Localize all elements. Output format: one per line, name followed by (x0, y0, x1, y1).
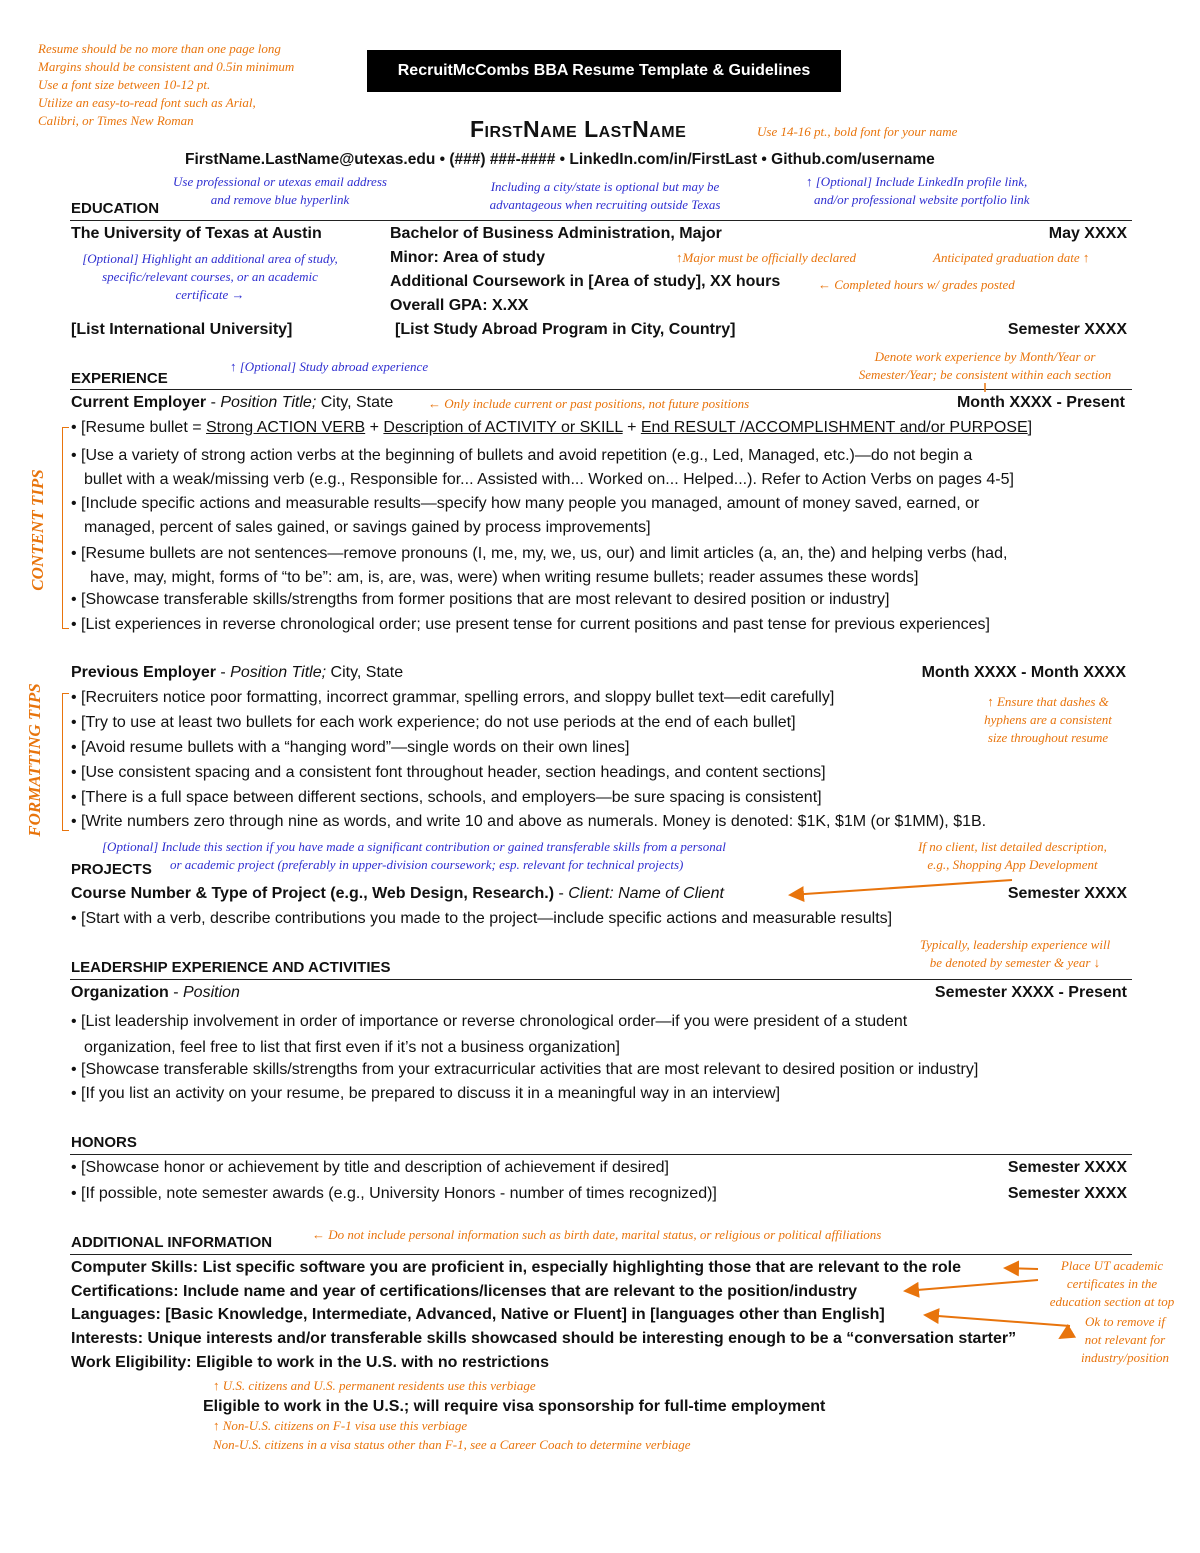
arrow-interests (1060, 1332, 1070, 1338)
arrow-client (790, 880, 1012, 895)
honor-date: Semester XXXX (1007, 1185, 1127, 1202)
bullet-text: [Include specific actions and measurable results—specify how many people you managed, amount of money saved, earned, or (81, 495, 980, 512)
note-line: Use a font size between 10-12 pt. (38, 77, 211, 92)
gpa: Overall GPA: X.XX (390, 297, 529, 314)
project-date: Semester XXXX (1007, 885, 1127, 902)
hours-note: ← Completed hours w/ grades posted (818, 277, 1015, 292)
project-client: Client: Name of Client (568, 885, 724, 902)
previous-date: Month XXXX - Month XXXX (921, 664, 1126, 681)
bullet-text: organization, feel free to list that first even if it’s not a business organization] (84, 1039, 620, 1056)
last-name: LastName (584, 116, 687, 142)
bullet-text: managed, percent of sales gained, or savings gained by process improvements] (84, 519, 651, 536)
certifications: Certifications: Include name and year of certifications/licenses that are relevant to the position/industry (71, 1283, 857, 1300)
contact-line: FirstName.LastName@utexas.edu • (###) ###-#### • LinkedIn.com/in/FirstLast • Github.com/username (185, 151, 935, 168)
bullet-dot: • (71, 616, 82, 633)
note-line: e.g., Shopping App Development (927, 857, 1098, 872)
note-line: be denoted by semester & year ↓ (929, 955, 1101, 970)
bullet-text: [Recruiters notice poor formatting, incorrect grammar, spelling errors, and sloppy bullet text—edit carefully] (81, 689, 835, 706)
bullet-dot: • (71, 714, 82, 731)
honors-heading: HONORS (71, 1134, 137, 1151)
citizens-note: ↑ U.S. citizens and U.S. permanent residents use this verbiage (213, 1378, 536, 1393)
education-heading: EDUCATION (71, 200, 160, 217)
bullet-dot: • (71, 1085, 82, 1102)
degree: Bachelor of Business Administration, Major (390, 225, 722, 242)
bullet-dot: • (71, 1159, 82, 1176)
note-line: advantageous when recruiting outside Texas (489, 197, 721, 212)
organization-name: Organization (71, 984, 169, 1001)
note-line: Resume should be no more than one page long (38, 41, 281, 56)
note-line: industry/position (1080, 1350, 1170, 1365)
text: [Resume bullet = (81, 419, 206, 436)
sponsorship-line: Eligible to work in the U.S.; will require visa sponsorship for full-time employment (203, 1398, 826, 1415)
city-state: City, State (316, 394, 394, 411)
separator: - (215, 664, 231, 681)
languages: Languages: [Basic Knowledge, Intermediate, Advanced, Native or Fluent] in [languages other than English] (71, 1306, 885, 1323)
bullet-dot: • (71, 1185, 82, 1202)
name-note: Use 14-16 pt., bold font for your name (757, 124, 958, 139)
work-eligibility: Work Eligibility: Eligible to work in the U.S. with no restrictions (71, 1354, 549, 1371)
bullet-dot: • (71, 813, 82, 830)
bullet-dot: • (71, 447, 82, 464)
position-title: Position Title; (230, 664, 327, 681)
bullet-dot: • (71, 689, 82, 706)
international-school: [List International University] (71, 321, 293, 338)
note-line: hyphens are a consistent (984, 712, 1112, 727)
bullet-text: [Start with a verb, describe contributions you made to the project—include specific actions and measurable results] (81, 910, 893, 927)
arrow-certifications (905, 1280, 1038, 1291)
note-line: If no client, list detailed description, (918, 839, 1107, 854)
note-line: Including a city/state is optional but may be (490, 179, 720, 194)
coursework: Additional Coursework in [Area of study], XX hours (390, 273, 781, 290)
bullet-text: have, may, might, forms of “to be”: am, is, are, was, were) when writing resume bullets; reader assumes these words] (90, 569, 919, 586)
bullet-text: [If you list an activity on your resume, be prepared to discuss it in a meaningful way in an interview] (81, 1085, 781, 1102)
bullet-dot: • (71, 1061, 82, 1078)
note-line: not relevant for (1084, 1332, 1166, 1347)
leadership-date: Semester XXXX - Present (934, 984, 1127, 1001)
note-line: ↑ [Optional] Include LinkedIn profile link, (806, 174, 1028, 189)
note-line: Calibri, or Times New Roman (38, 113, 194, 128)
note-line: certificate → (175, 287, 245, 302)
major-note: ↑Major must be officially declared (676, 250, 857, 265)
bullet-text: [Showcase transferable skills/strengths from your extracurricular activities that are most relevant to desired position or industry] (81, 1061, 979, 1078)
note-line: Typically, leadership experience will (919, 937, 1111, 952)
school-name: The University of Texas at Austin (71, 225, 322, 242)
note-line: or academic project (preferably in upper-division coursework; esp. relevant for technical projects) (170, 857, 684, 872)
employer-name: Previous Employer (71, 664, 216, 681)
organization-position: Position (183, 984, 240, 1001)
study-abroad-program: [List Study Abroad Program in City, Country] (395, 321, 736, 338)
note-line: size throughout resume (987, 730, 1109, 745)
bullet-text: [List experiences in reverse chronological order; use present tense for current positions and past tense for previous experiences] (81, 616, 990, 633)
note-line: ↑ Ensure that dashes & (987, 694, 1109, 709)
bullet-text: [Write numbers zero through nine as words, and write 10 and above as numerals. Money is denoted: $1K, $1M (or $1MM), $1B. (81, 813, 987, 830)
computer-skills: Computer Skills: List specific software you are proficient in, especially highlighting those that are relevant to the role (71, 1259, 961, 1276)
separator: - (206, 394, 221, 411)
first-name: FirstName (470, 116, 578, 142)
note-line: Utilize an easy-to-read font such as Arial, (38, 95, 256, 110)
study-abroad-note: ↑ [Optional] Study abroad experience (230, 359, 429, 374)
note-line: Margins should be consistent and 0.5in minimum (38, 59, 295, 74)
bullet-dot: • (71, 739, 82, 756)
activity: Description of ACTIVITY or SKILL (383, 419, 623, 436)
bullet-dot: • (71, 910, 82, 927)
additional-heading: ADDITIONAL INFORMATION (71, 1234, 273, 1251)
bullet-text: [Avoid resume bullets with a “hanging word”—single words on their own lines] (81, 739, 630, 756)
city-state: City, State (326, 664, 404, 681)
formatting-tips-label: FORMATTING TIPS (25, 683, 44, 837)
note-line: Semester/Year; be consistent within each section (858, 367, 1112, 382)
experience-heading: EXPERIENCE (71, 370, 168, 387)
text: ] (1027, 419, 1033, 436)
bullet-text: [Showcase transferable skills/strengths from former positions that are most relevant to desired position or industry] (81, 591, 890, 608)
note-line: Denote work experience by Month/Year or (874, 349, 1096, 364)
result: End RESULT /ACCOMPLISHMENT and/or PURPOSE (640, 419, 1028, 436)
other-visa-note: Non-U.S. citizens in a visa status other than F-1, see a Career Coach to determine verbiage (213, 1437, 691, 1452)
bullet-text: [Use a variety of strong action verbs at the beginning of bullets and avoid repetition (e.g., Led, Managed, etc.)—do not begin a (81, 447, 973, 464)
current-date: Month XXXX - Present (956, 394, 1125, 411)
personal-info-note: ← Do not include personal information such as birth date, marital status, or religious or political affiliations (312, 1227, 882, 1242)
graduation-date: May XXXX (1048, 225, 1127, 242)
content-tips-label: CONTENT TIPS (28, 469, 47, 591)
employer-name: Current Employer (71, 394, 207, 411)
note-line: Ok to remove if (1084, 1314, 1166, 1329)
separator: - (168, 984, 183, 1001)
arrow-computer-skills (1005, 1268, 1038, 1269)
text: + (622, 419, 641, 436)
action-verb: Strong ACTION VERB (206, 419, 366, 436)
bullet-text: [List leadership involvement in order of importance or reverse chronological order—if you were president of a student (81, 1013, 908, 1030)
f1-note: ↑ Non-U.S. citizens on F-1 visa use this verbiage (213, 1418, 468, 1433)
bullet-dot: • (71, 591, 82, 608)
interests: Interests: Unique interests and/or transferable skills showcased should be interesting enough to be a “conversation starter” (71, 1330, 1017, 1347)
leadership-heading: LEADERSHIP EXPERIENCE AND ACTIVITIES (71, 959, 391, 976)
study-abroad-date: Semester XXXX (1007, 321, 1127, 338)
project-course: Course Number & Type of Project (e.g., Web Design, Research.) (71, 885, 555, 902)
bullet-text: bullet with a weak/missing verb (e.g., Responsible for... Assisted with... Worked on... Helped...). Refer to Action Verbs on pages 4-5] (84, 471, 1014, 488)
bullet-dot: • (71, 1013, 82, 1030)
bullet-text: [Resume bullets are not sentences—remove pronouns (I, me, my, we, us, our) and limit articles (a, an, the) and helping verbs (had, (81, 545, 1008, 562)
note-line: and remove blue hyperlink (210, 192, 350, 207)
projects-heading: PROJECTS (71, 861, 152, 878)
bullet-text: [If possible, note semester awards (e.g., University Honors - number of times recognized)] (81, 1185, 717, 1202)
honor-date: Semester XXXX (1007, 1159, 1127, 1176)
bullet-dot: • (71, 419, 82, 436)
note-line: Place UT academic (1060, 1258, 1164, 1273)
bullet-text: [Try to use at least two bullets for each work experience; do not use periods at the end of each bullet] (81, 714, 796, 731)
banner-text: RecruitMcCombs BBA Resume Template & Guidelines (397, 62, 811, 79)
note-line: Use professional or utexas email address (173, 174, 387, 189)
bullet-dot: • (71, 789, 82, 806)
note-line: certificates in the (1066, 1276, 1158, 1291)
text: + (365, 419, 384, 436)
note-line: [Optional] Highlight an additional area of study, (82, 251, 338, 266)
note-line: and/or professional website portfolio link (814, 192, 1030, 207)
bullet-dot: • (71, 495, 82, 512)
arrow-languages (925, 1315, 1070, 1326)
bullet-dot: • (71, 764, 82, 781)
bullet-dot: • (71, 545, 82, 562)
note-line: [Optional] Include this section if you have made a significant contribution or gained transferable skills from a personal (102, 839, 726, 854)
position-title: Position Title; (220, 394, 317, 411)
note-line: specific/relevant courses, or an academic (102, 269, 318, 284)
minor: Minor: Area of study (390, 249, 545, 266)
graduation-note: Anticipated graduation date ↑ (933, 250, 1090, 265)
bullet-text: [There is a full space between different sections, schools, and employers—be sure spacing is consistent] (81, 789, 822, 806)
bullet-text: [Use consistent spacing and a consistent font throughout header, section headings, and content sections] (81, 764, 826, 781)
note-line: education section at top (1049, 1294, 1175, 1309)
bullet-text: [Showcase honor or achievement by title and description of achievement if desired] (81, 1159, 669, 1176)
current-note: ← Only include current or past positions, not future positions (428, 396, 750, 411)
separator: - (554, 885, 569, 902)
